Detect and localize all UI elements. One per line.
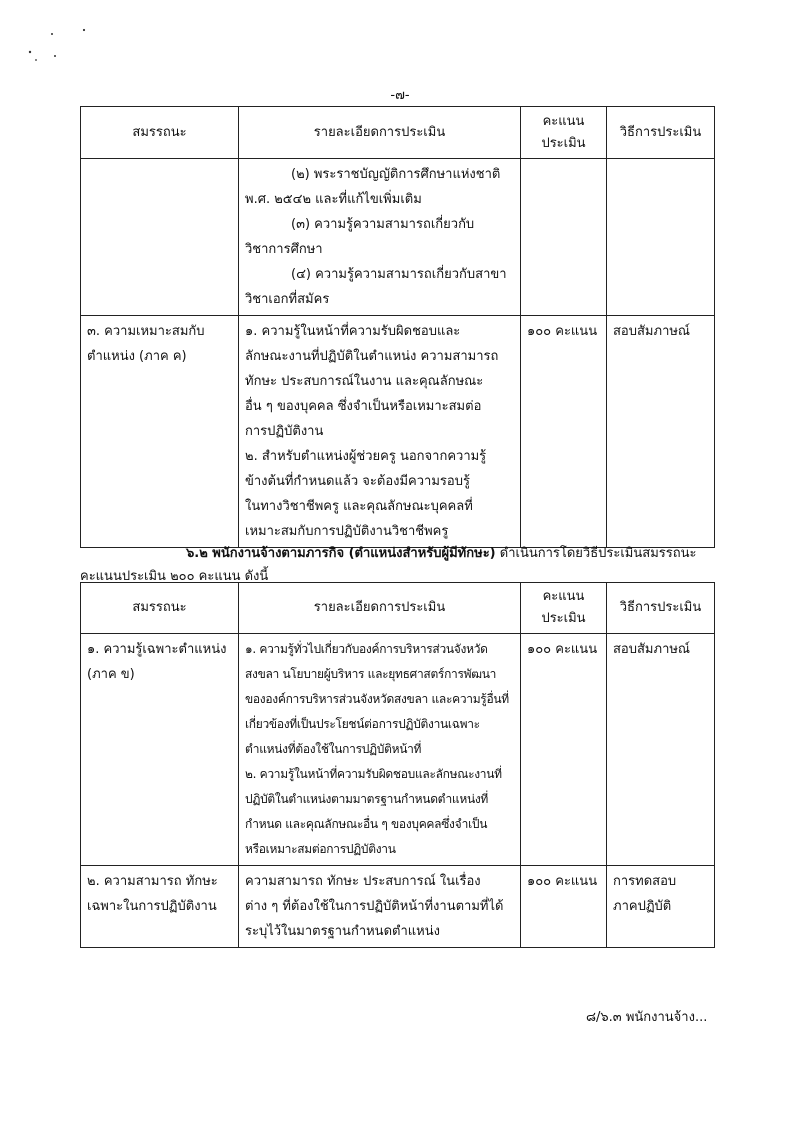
competency-cell	[81, 159, 239, 316]
details-cell: ๑. ความรู้ทั่วไปเกี่ยวกับองค์การบริหารส่วนจังหวัด สงขลา นโยบายผู้บริหาร และยุทธศาสตร์การพัฒนา ขององค์การบริหารส่วนจังหวัดสงขลา และความรู้อื่นที่ เกี่ยวข้องที่เป็นประโยชน์ต่อการปฏิบัติงานเฉพาะ ตำแหน่งที่ต้องใช้ในการปฏิบัติหน้าที่ ๒. ความรู้ในหน้าที่ความรับผิดชอบและลักษณะงานที่ ปฏิบัติในตำแหน่งตามมาตรฐานกำหนดตำแหน่งที่ กำหนด และคุณลักษณะอื่น ๆ ของบุคคลซึ่งจำเป็น หรือเหมาะสมต่อการปฏิบัติงาน	[239, 634, 521, 866]
header-method: วิธีการประเมิน	[607, 583, 715, 634]
competency-cell: ๑. ความรู้เฉพาะตำแหน่ง (ภาค ข)	[81, 634, 239, 866]
score-cell: ๑๐๐ คะแนน	[521, 316, 607, 548]
assessment-table-1	[80, 106, 715, 548]
header-score: คะแนน ประเมิน	[521, 583, 607, 634]
section-intro-line2: คะแนนประเมิน ๒๐๐ คะแนน ดังนี้	[80, 569, 269, 584]
header-score: คะแนน ประเมิน	[521, 107, 607, 159]
table-row	[81, 634, 715, 866]
table-row	[81, 159, 715, 316]
details-cell: ๑. ความรู้ในหน้าที่ความรับผิดชอบและ ลักษณะงานที่ปฏิบัติในตำแหน่ง ความสามารถ ทักษะ ประสบการณ์ในงาน และคุณลักษณะ อื่น ๆ ของบุคคล ซึ่งจำเป็นหรือเหมาะสมต่อ การปฏิบัติงาน ๒. สำหรับตำแหน่งผู้ช่วยครู นอกจากความรู้ ข้างต้นที่กำหนดแล้ว จะต้องมีความรอบรู้ ในทางวิชาชีพครู และคุณลักษณะบุคคลที่ เหมาะสมกับการปฏิบัติงานวิชาชีพครู	[239, 316, 521, 548]
method-cell: สอบสัมภาษณ์	[607, 634, 715, 866]
section-intro	[186, 542, 696, 563]
table-header-row	[81, 107, 715, 159]
section-intro-text: ดำเนินการโดยวิธีประเมินสมรรถนะ	[495, 546, 697, 561]
header-details: รายละเอียดการประเมิน	[239, 583, 521, 634]
competency-cell: ๓. ความเหมาะสมกับ ตำแหน่ง (ภาค ค)	[81, 316, 239, 548]
table-header-row	[81, 583, 715, 634]
page-number: -๗-	[390, 88, 410, 103]
continuation-reference: ๘/๖.๓ พนักงานจ้าง...	[586, 1010, 708, 1025]
table-row	[81, 316, 715, 548]
method-cell: การทดสอบ ภาคปฏิบัติ	[607, 866, 715, 948]
competency-cell: ๒. ความสามารถ ทักษะ เฉพาะในการปฏิบัติงาน	[81, 866, 239, 948]
header-competency: สมรรถนะ	[81, 107, 239, 159]
method-cell	[607, 159, 715, 316]
header-competency: สมรรถนะ	[81, 583, 239, 634]
header-details: รายละเอียดการประเมิน	[239, 107, 521, 159]
details-cell: ความสามารถ ทักษะ ประสบการณ์ ในเรื่อง ต่าง ๆ ที่ต้องใช้ในการปฏิบัติหน้าที่งานตามที่ได้ ระบุไว้ในมาตรฐานกำหนดตำแหน่ง	[239, 866, 521, 948]
score-cell	[521, 159, 607, 316]
score-cell: ๑๐๐ คะแนน	[521, 634, 607, 866]
header-method: วิธีการประเมิน	[607, 107, 715, 159]
details-cell: (๒) พระราชบัญญัติการศึกษาแห่งชาติ พ.ศ. ๒๕๔๒ และที่แก้ไขเพิ่มเติม (๓) ความรู้ความสามารถเกี่ยวกับ วิชาการศึกษา (๔) ความรู้ความสามารถเกี่ยวกับสาขา วิชาเอกที่สมัคร	[239, 159, 521, 316]
method-cell: สอบสัมภาษณ์	[607, 316, 715, 548]
table-row	[81, 866, 715, 948]
section-heading: ๖.๒ พนักงานจ้างตามภารกิจ (ตำแหน่งสำหรับผู้มีทักษะ)	[186, 546, 496, 561]
score-cell: ๑๐๐ คะแนน	[521, 866, 607, 948]
assessment-table-2	[80, 582, 715, 948]
scan-specks	[22, 20, 102, 70]
